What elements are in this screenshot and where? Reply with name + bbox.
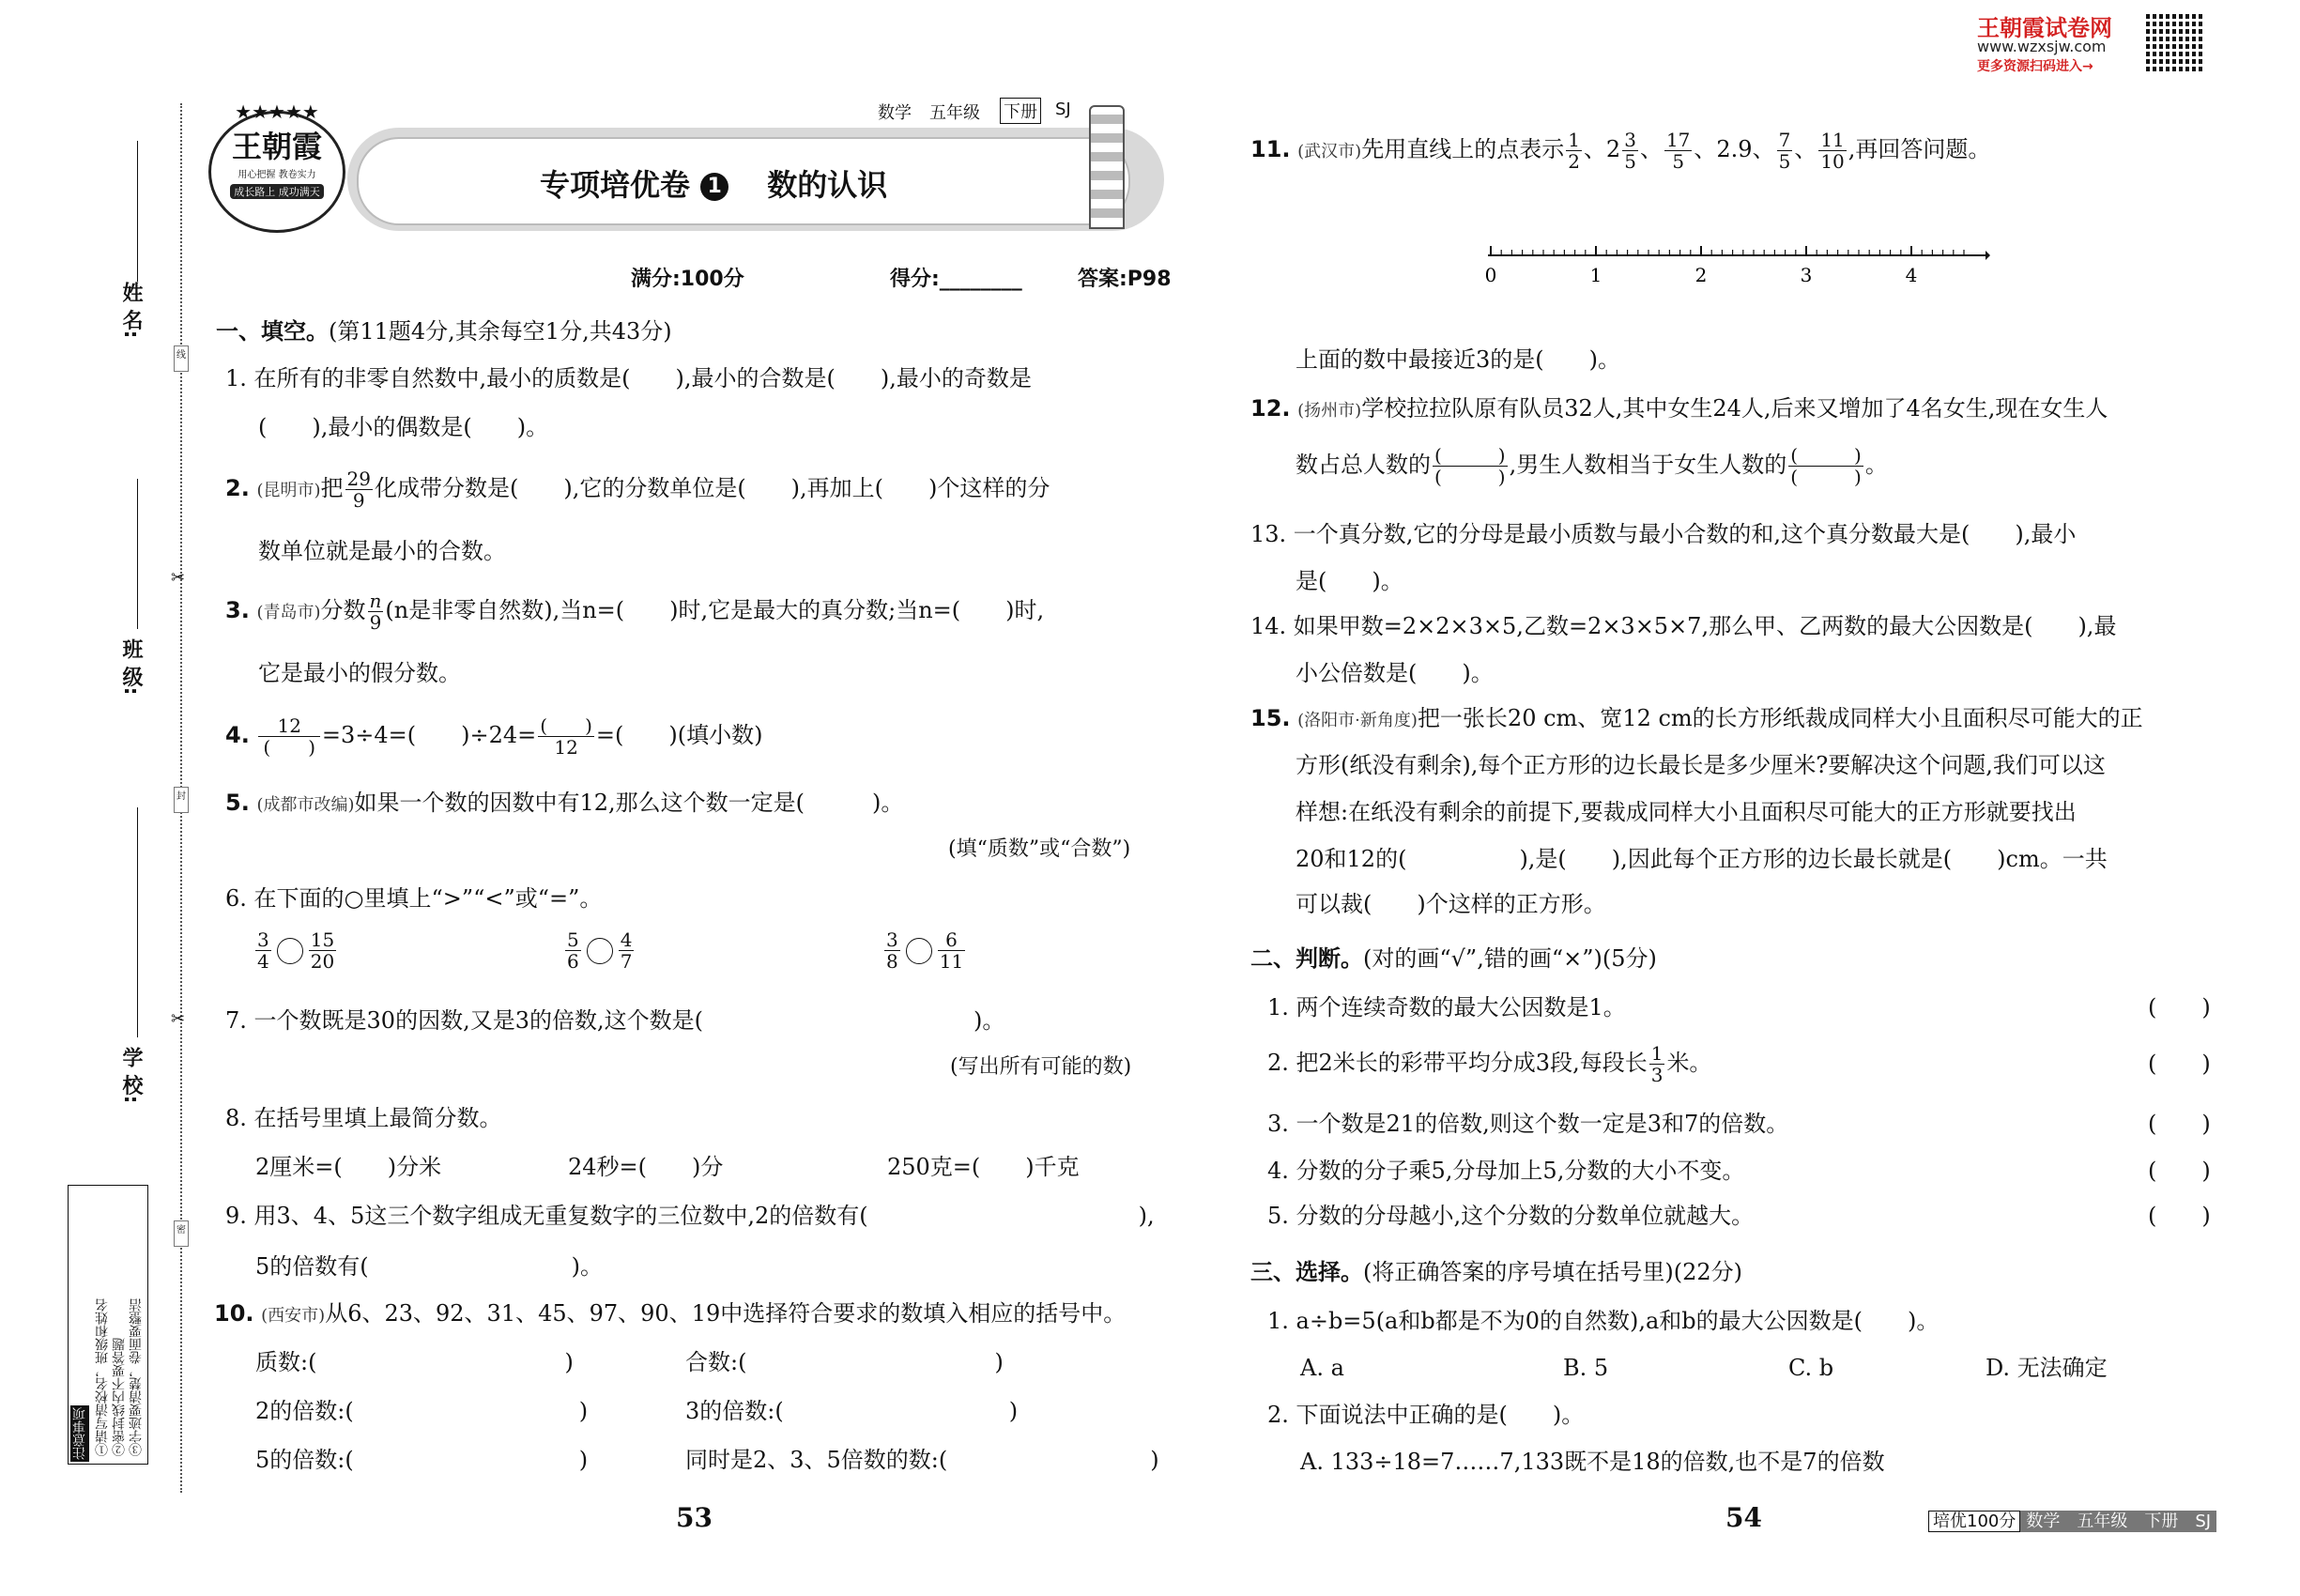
q15-line3: 样想:在纸没有剩余的前提下,要裁成同样大小且面积尽可能大的正方形就要找出 <box>1296 799 2077 825</box>
page-number-right: 54 <box>1725 1502 1762 1533</box>
q11-source: (武汉市) <box>1297 142 1362 161</box>
q8-item-3: 250克=( )千克 <box>887 1154 1080 1180</box>
note-2: ②密封线内不要答题 <box>112 1338 127 1456</box>
choice-1-option-a[interactable]: A. a <box>1300 1355 1344 1381</box>
q9-line1: 9. 用3、4、5这三个数字组成无重复数字的三位数中,2的倍数有( ), <box>225 1203 1155 1229</box>
footer-meta: 数学 五年级 下册 SJ <box>2020 1511 2216 1532</box>
header-meta-grade: 五年级 <box>929 103 980 123</box>
title-number-badge: 1 <box>700 173 728 201</box>
q10-source: (西安市) <box>261 1306 326 1326</box>
logo-text: 王朝霞 <box>231 129 322 164</box>
score-field[interactable]: 得分:________ <box>890 268 1022 291</box>
header-meta-volume: 下册 <box>1000 98 1041 124</box>
q4-fraction-1: $\frac{12}{( )}$ <box>258 715 319 758</box>
choice-2-option-a[interactable]: A. 133÷18=7……7,133既不是18的倍数,也不是7的倍数 <box>1300 1449 1885 1475</box>
q10-multiples-5: 5的倍数:( ) <box>255 1447 589 1473</box>
logo-sub: 用心把握 教卷实力 <box>238 170 316 180</box>
school-line <box>137 807 138 1037</box>
header-meta-subject: 数学 <box>878 103 912 123</box>
section-3-heading <box>1250 1258 1742 1286</box>
cut-mark-xian: 线 <box>174 345 189 372</box>
choice-1-option-c[interactable]: C. b <box>1788 1355 1834 1381</box>
q3-line1: 3. (青岛市)分数 $\frac{n}{9}$ (n是非零自然数),当n=( )时,它是最大的真分数;当n=( )时, <box>225 590 1045 634</box>
title-prefix: 专项培优卷 <box>540 167 691 203</box>
q12-blank-fraction-1[interactable]: $\frac{( )}{( )}$ <box>1434 444 1506 488</box>
binding-label-school: 学 校: <box>119 1047 143 1104</box>
q9-line2: 5的倍数有( )。 <box>255 1253 603 1280</box>
judge-4: 4. 分数的分子乘5,分母加上5,分数的大小不变。 <box>1267 1158 1745 1184</box>
judge-1: 1. 两个连续奇数的最大公因数是1。 <box>1267 994 1626 1021</box>
notes-box <box>68 1185 148 1465</box>
q12-line2: 数占总人数的 $\frac{( )}{( )}$ ,男生人数相当于女生人数的 $\frac{( )}{( )}$ 。 <box>1296 444 1888 488</box>
q12-line1: 12. (扬州市)学校拉拉队原有队员32人,其中女生24人,后来又增加了4名女生,现在女生人 <box>1250 395 2108 422</box>
q2-line1: 2. (昆明市)把 $\frac{29}{9}$ 化成带分数是( ),它的分数单位是( ),再加上( )个这样的分 <box>225 468 1050 512</box>
q2-fraction: $\frac{29}{9}$ <box>346 468 371 512</box>
q15-line1: 15. (洛阳市·新角度)把一张长20 cm、宽12 cm的长方形纸裁成同样大小且面积尽可能大的正 <box>1250 705 2143 731</box>
q4-line: 4. $\frac{12}{( )}$ =3÷4=( )÷24= $\frac{( )}{12}$ =( )(填小数) <box>225 714 763 759</box>
brand-tagline: 更多资源扫码进入→ <box>1977 59 2093 74</box>
q11-line: 11. (武汉市)先用直线上的点表示 $\frac{1}{2}$ 、2 $\frac{3}{5}$ 、 $\frac{17}{5}$ 、2.9、 $\frac{7}{5}$ 、 $\frac{11}{10}$ ,再回答问题。 <box>1250 129 1991 173</box>
q7-line: 7. 一个数既是30的因数,又是3的倍数,这个数是( )。 <box>225 1007 1005 1034</box>
judge-answer-4[interactable]: ( ) <box>2148 1158 2211 1184</box>
q1-line1: 1. 在所有的非零自然数中,最小的质数是( ),最小的合数是( ),最小的奇数是 <box>225 365 1032 391</box>
q12-blank-fraction-2[interactable]: $\frac{( )}{( )}$ <box>1790 444 1862 488</box>
class-line <box>137 479 138 629</box>
page-title <box>540 161 887 205</box>
q10-multiples-2: 2的倍数:( ) <box>255 1398 589 1424</box>
q5-line: 5. (成都市改编)如果一个数的因数中有12,那么这个数一定是( )。 <box>225 790 904 816</box>
section-1-note: (第11题4分,其余每空1分,共43分) <box>329 318 672 345</box>
number-line[interactable] <box>1483 235 1990 291</box>
q3-source: (青岛市) <box>256 603 321 622</box>
lighthouse-icon <box>1089 105 1125 229</box>
qr-code-icon[interactable] <box>2146 11 2202 71</box>
q11-followup: 上面的数中最接近3的是( )。 <box>1296 346 1620 373</box>
name-line <box>137 141 138 282</box>
q15-line5: 可以裁( )个这样的正方形。 <box>1296 891 1606 917</box>
scissors-icon: ✂ <box>171 568 186 588</box>
tick-label-0: 0 <box>1484 264 1497 286</box>
section-1-title: 一、填空。 <box>216 318 329 345</box>
header-meta-edition: SJ <box>1055 100 1071 119</box>
full-score: 满分:100分 <box>631 268 744 291</box>
q3-fraction: $\frac{n}{9}$ <box>369 590 382 634</box>
logo-badge <box>208 100 345 233</box>
q5-hint: (填“质数”或“合数”) <box>948 837 1131 861</box>
section-3-note: (将正确答案的序号填在括号里)(22分) <box>1363 1259 1742 1285</box>
brand-site-title: 王朝霞试卷网 <box>1977 15 2112 41</box>
brand-url[interactable]: www.wzxsjw.com <box>1977 38 2107 55</box>
section-2-title: 二、判断。 <box>1250 945 1363 972</box>
q8-item-2: 24秒=( )分 <box>568 1154 724 1180</box>
tick-label-2: 2 <box>1694 264 1708 286</box>
answer-ref: 答案:P98 <box>1078 268 1172 291</box>
judge-answer-2[interactable]: ( ) <box>2148 1051 2211 1077</box>
notes-title: 注意事项 <box>72 1407 87 1460</box>
scissors-icon-2: ✂ <box>171 1009 186 1029</box>
section-2-heading <box>1250 944 1657 973</box>
cut-mark-feng: 封 <box>174 787 189 813</box>
compare-circle-1[interactable] <box>277 938 303 964</box>
tick-label-3: 3 <box>1800 264 1813 286</box>
judge-3: 3. 一个数是21的倍数,则这个数一定是3和7的倍数。 <box>1267 1111 1789 1137</box>
q15-line2: 方形(纸没有剩余),每个正方形的边长最长是多少厘米?要解决这个问题,我们可以这 <box>1296 752 2106 778</box>
section-1-heading <box>216 317 672 345</box>
note-1: ①请写清校名，班级和姓名 <box>95 1298 110 1456</box>
judge-5: 5. 分数的分母越小,这个分数的分数单位就越大。 <box>1267 1203 1755 1229</box>
judge-answer-1[interactable]: ( ) <box>2148 994 2211 1021</box>
logo-banner: 成长路上 成功满天 <box>230 184 324 199</box>
section-2-note: (对的画“√”,错的画“×”)(5分) <box>1363 945 1657 972</box>
q8-item-1: 2厘米=( )分米 <box>255 1154 442 1180</box>
tick-label-4: 4 <box>1905 264 1918 286</box>
q6-compare-1: $\frac{3}{4}$ $\frac{15}{20}$ <box>257 928 335 973</box>
footer-badge <box>1928 1508 2216 1532</box>
title-topic: 数的认识 <box>767 167 888 203</box>
binding-label-class: 班 级: <box>119 638 143 696</box>
choice-1-option-d[interactable]: D. 无法确定 <box>1986 1355 2108 1381</box>
binding-label-name: 姓 名: <box>119 282 143 339</box>
q10-composites: 合数:( ) <box>685 1349 1004 1375</box>
compare-circle-2[interactable] <box>587 938 613 964</box>
note-3: ③字迹要清楚，卷面要整洁 <box>129 1298 144 1456</box>
choice-2: 2. 下面说法中正确的是( )。 <box>1267 1402 1585 1428</box>
q14-line2: 小公倍数是( )。 <box>1296 660 1494 686</box>
q2-line2: 数单位就是最小的合数。 <box>258 538 506 564</box>
q1-line2: ( ),最小的偶数是( )。 <box>258 414 549 440</box>
q4-fraction-2: $\frac{( )}{12}$ <box>540 714 592 759</box>
footer-tag: 培优100分 <box>1928 1511 2020 1532</box>
q15-source: (洛阳市·新角度) <box>1297 711 1418 730</box>
q10-multiples-3: 3的倍数:( ) <box>685 1398 1019 1424</box>
section-3-title: 三、选择。 <box>1250 1259 1363 1285</box>
q10-multiples-235: 同时是2、3、5倍数的数:( ) <box>685 1447 1159 1473</box>
choice-1-option-b[interactable]: B. 5 <box>1563 1355 1609 1381</box>
q12-source: (扬州市) <box>1297 401 1362 421</box>
judge-answer-5[interactable]: ( ) <box>2148 1203 2211 1229</box>
judge-2: 2. 把2米长的彩带平均分成3段,每段长 $\frac{1}{3}$ 米。 <box>1267 1042 1712 1086</box>
page-number-left: 53 <box>676 1502 713 1533</box>
q3-line2: 它是最小的假分数。 <box>258 660 461 686</box>
q13-line1: 13. 一个真分数,它的分母是最小质数与最小合数的和,这个真分数最大是( ),最小 <box>1250 521 2077 547</box>
q2-source: (昆明市) <box>256 481 321 500</box>
logo-stars: ★★★★★ <box>235 100 319 123</box>
choice-1: 1. a÷b=5(a和b都是不为0的自然数),a和b的最大公因数是( )。 <box>1267 1308 1940 1334</box>
q13-line2: 是( )。 <box>1296 568 1403 594</box>
q6-line: 6. 在下面的○里填上“>”“<”或“=”。 <box>225 885 603 912</box>
q14-line1: 14. 如果甲数=2×2×3×5,乙数=2×3×5×7,那么甲、乙两数的最大公因数是( ),最 <box>1250 613 2117 639</box>
tick-label-1: 1 <box>1589 264 1602 286</box>
q5-source: (成都市改编) <box>256 795 355 815</box>
q8-line: 8. 在括号里填上最简分数。 <box>225 1105 502 1131</box>
cut-mark-mi: 密 <box>174 1220 189 1247</box>
judge-answer-3[interactable]: ( ) <box>2148 1111 2211 1137</box>
q6-compare-2: $\frac{5}{6}$ $\frac{4}{7}$ <box>567 928 633 973</box>
compare-circle-3[interactable] <box>906 938 932 964</box>
q15-line4: 20和12的( ),是( ),因此每个正方形的边长最长就是( )cm。一共 <box>1296 846 2108 872</box>
q10-line: 10. (西安市)从6、23、92、31、45、97、90、19中选择符合要求的数填入相应的括号中。 <box>214 1300 1127 1327</box>
q10-primes: 质数:( ) <box>255 1349 574 1375</box>
q6-compare-3: $\frac{3}{8}$ $\frac{6}{11}$ <box>886 928 964 973</box>
q7-hint: (写出所有可能的数) <box>950 1055 1132 1079</box>
